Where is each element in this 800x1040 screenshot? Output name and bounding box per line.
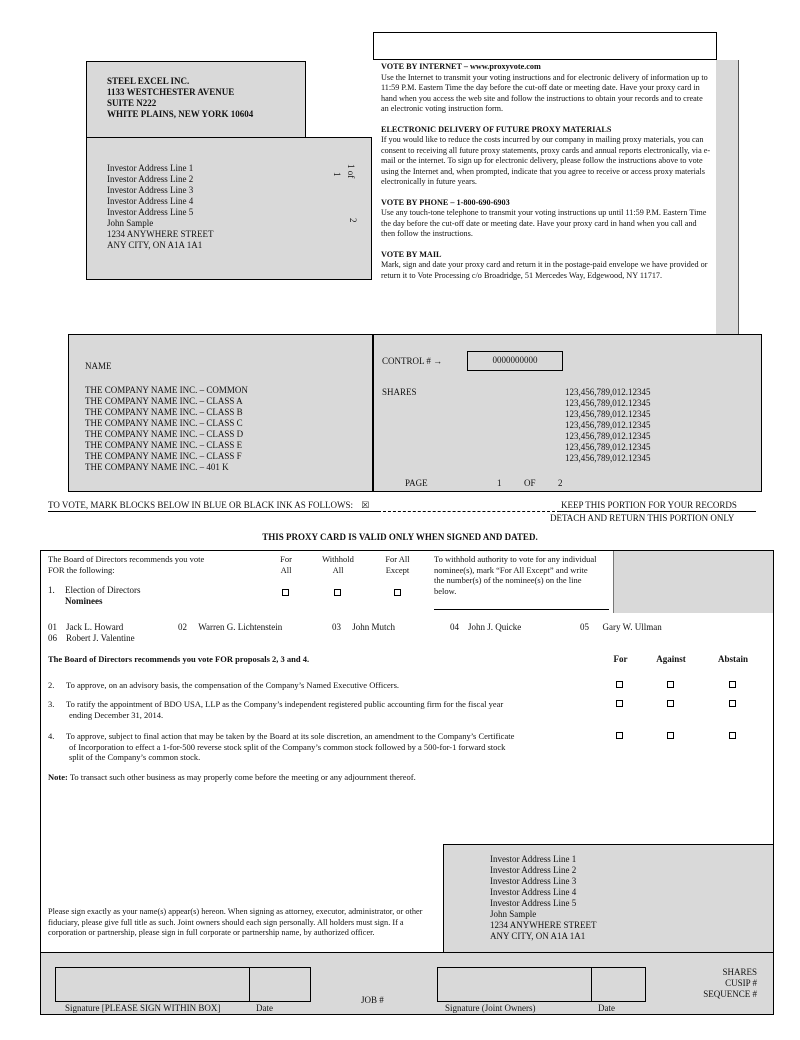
nominee-05 bbox=[580, 622, 662, 633]
share-value: 123,456,789,012.12345 bbox=[565, 398, 651, 408]
proposal-3-number: 3. bbox=[48, 699, 55, 709]
name-label: NAME bbox=[85, 361, 112, 371]
note-text: To transact such other business as may properly come before the meeting or any adjournment thereof. bbox=[69, 772, 416, 782]
col-for-all-except bbox=[375, 554, 420, 576]
list-item: THE COMPANY NAME INC. – CLASS B bbox=[85, 407, 243, 417]
joint-signature-box[interactable] bbox=[437, 967, 592, 1002]
nominee-name: Gary W. Ullman bbox=[602, 622, 662, 632]
for-all-except-checkbox[interactable] bbox=[394, 589, 401, 596]
page-of: OF bbox=[524, 478, 536, 488]
investor-address-bottom-box bbox=[443, 844, 773, 952]
proposal-2-abstain-checkbox[interactable] bbox=[729, 681, 736, 688]
holdings-box bbox=[68, 334, 762, 492]
recommend-line-2: FOR the following: bbox=[48, 565, 115, 575]
nominee-04 bbox=[450, 622, 521, 633]
withhold-instructions: To withhold authority to vote for any individual nominee(s), mark “For All Except” and write the number(s) of the nominee(s) on the line below. bbox=[434, 554, 597, 596]
proposals-header: The Board of Directors recommends you vote FOR proposals 2, 3 and 4. bbox=[48, 654, 310, 664]
company-address-box bbox=[86, 61, 306, 138]
nominee-name: Warren G. Lichtenstein bbox=[198, 622, 283, 632]
detach-label: DETACH AND RETURN THIS PORTION ONLY bbox=[550, 513, 735, 523]
list-item: THE COMPANY NAME INC. – CLASS E bbox=[85, 440, 243, 450]
proposal-4-against-checkbox[interactable] bbox=[667, 732, 674, 739]
col-for-header: For bbox=[613, 654, 628, 664]
signature-strip bbox=[41, 952, 773, 1014]
shares-ref-label: SHARES bbox=[722, 967, 757, 977]
company-address-2: SUITE N222 bbox=[107, 98, 157, 108]
nominee-num: 04 bbox=[450, 622, 459, 632]
joint-signature-label: Signature (Joint Owners) bbox=[445, 1003, 536, 1013]
joint-date-label: Date bbox=[598, 1003, 615, 1013]
proposal-line: To approve, on an advisory basis, the compensation of the Company’s Named Executive Officers. bbox=[66, 680, 400, 690]
proposal-3-for-checkbox[interactable] bbox=[616, 700, 623, 707]
recommend-line-1: The Board of Directors recommends you vote bbox=[48, 554, 205, 564]
investor-line-3: Investor Address Line 3 bbox=[107, 185, 194, 195]
nominee-name: Robert J. Valentine bbox=[66, 633, 135, 643]
nominee-num: 06 bbox=[48, 633, 57, 643]
cusip-label: CUSIP # bbox=[725, 978, 757, 988]
list-item: THE COMPANY NAME INC. – CLASS A bbox=[85, 396, 243, 406]
page-label: PAGE bbox=[405, 478, 428, 488]
shares-list bbox=[565, 387, 651, 464]
col-withhold-all bbox=[314, 554, 362, 576]
note bbox=[48, 772, 416, 783]
detach-line bbox=[378, 511, 560, 512]
sequence-label: SEQUENCE # bbox=[703, 989, 757, 999]
investor-line-2: Investor Address Line 2 bbox=[490, 865, 577, 875]
withhold-underline bbox=[434, 609, 609, 610]
investor-line-4: Investor Address Line 4 bbox=[107, 196, 194, 206]
withhold-all-checkbox[interactable] bbox=[334, 589, 341, 596]
control-label: CONTROL # → bbox=[382, 356, 443, 366]
barcode-box bbox=[373, 32, 717, 60]
shares-label: SHARES bbox=[382, 387, 417, 397]
edelivery-text: If you would like to reduce the costs incurred by our company in mailing proxy materials, you can consent to receiving all future proxy statements, proxy cards and annual reports electronically, via e-mail or the internet. To sign up for electronic delivery, please follow the instructions above to vote using the Internet and, when prompted, indicate that you agree to receive or access proxy materials electronically in future years. bbox=[381, 135, 711, 186]
col-fae-1: For All bbox=[385, 554, 410, 564]
nominee-num: 02 bbox=[178, 622, 187, 632]
nominee-name: Jack L. Howard bbox=[66, 622, 124, 632]
list-item: THE COMPANY NAME INC. – CLASS D bbox=[85, 429, 244, 439]
control-number: 0000000000 bbox=[467, 351, 563, 371]
proposal-line: To ratify the appointment of BDO USA, LLP as the Company’s independent registered public accounting firm for the fiscal year bbox=[66, 699, 504, 709]
sign-instructions: Please sign exactly as your name(s) appear(s) hereon. When signing as attorney, executor, administrator, or other fiduciary, please give full title as such. Joint owners should each sign personally. All holders must sign. If a corporation or partnership, please sign in full corporate or partnership name, by authorized officer. bbox=[48, 907, 423, 937]
nominee-01 bbox=[48, 622, 123, 633]
voting-instructions bbox=[381, 62, 711, 281]
mail-title: VOTE BY MAIL bbox=[381, 249, 442, 259]
investor-address-top-box bbox=[86, 137, 306, 280]
company-name: STEEL EXCEL INC. bbox=[107, 76, 190, 86]
investor-line-5: Investor Address Line 5 bbox=[490, 898, 577, 908]
share-value: 123,456,789,012.12345 bbox=[565, 442, 651, 452]
nominee-02 bbox=[178, 622, 282, 633]
page-number: 1 bbox=[497, 478, 502, 488]
proposal-4-text bbox=[66, 731, 514, 763]
nominee-num: 01 bbox=[48, 622, 57, 632]
investor-city: ANY CITY, ON A1A 1A1 bbox=[107, 240, 203, 250]
internet-text: Use the Internet to transmit your voting instructions and for electronic delivery of information up to 11:59 P.M. Eastern Time the day before the cut-off date or meeting date. Have your proxy card in hand when you access the web site and follow the instructions to obtain your records and to create an electronic voting instruction form. bbox=[381, 72, 708, 113]
col-for-all-2: All bbox=[280, 565, 292, 575]
investor-line-2: Investor Address Line 2 bbox=[107, 174, 194, 184]
signature-date-label: Date bbox=[256, 1003, 273, 1013]
proposal-4-number: 4. bbox=[48, 731, 55, 741]
list-item: THE COMPANY NAME INC. – CLASS F bbox=[85, 451, 242, 461]
phone-title: VOTE BY PHONE – 1-800-690-6903 bbox=[381, 197, 510, 207]
investor-name: John Sample bbox=[490, 909, 537, 919]
instruction-underline bbox=[48, 511, 378, 512]
proposal-2-text bbox=[66, 680, 399, 691]
nominee-num: 03 bbox=[332, 622, 341, 632]
col-against-header: Against bbox=[656, 654, 686, 664]
investor-name: John Sample bbox=[107, 218, 154, 228]
phone-text: Use any touch-tone telephone to transmit your voting instructions up until 11:59 P.M. Eastern Time the day before the cut-off date or meeting date. Have your proxy card in hand when you call and then follow the instructions. bbox=[381, 208, 707, 238]
ballot-box bbox=[40, 550, 774, 1015]
note-label: Note: bbox=[48, 772, 68, 782]
election-label: Election of Directors bbox=[65, 585, 141, 595]
company-address-1: 1133 WESTCHESTER AVENUE bbox=[107, 87, 235, 97]
recommend-text bbox=[48, 554, 204, 576]
page-of-label: 1 of bbox=[346, 164, 356, 179]
holdings-divider bbox=[372, 335, 374, 491]
col-abstain-header: Abstain bbox=[717, 654, 748, 664]
proposal-3-against-checkbox[interactable] bbox=[667, 700, 674, 707]
share-value: 123,456,789,012.12345 bbox=[565, 420, 651, 430]
proposal-2-against-checkbox[interactable] bbox=[667, 681, 674, 688]
proposal-2-for-checkbox[interactable] bbox=[616, 681, 623, 688]
company-address-3: WHITE PLAINS, NEW YORK 10604 bbox=[107, 109, 254, 119]
share-value: 123,456,789,012.12345 bbox=[565, 453, 651, 463]
investor-line-4: Investor Address Line 4 bbox=[490, 887, 577, 897]
internet-title: VOTE BY INTERNET – www.proxyvote.com bbox=[381, 62, 541, 71]
nominee-03 bbox=[332, 622, 395, 633]
investor-line-1: Investor Address Line 1 bbox=[490, 854, 577, 864]
nominee-num: 05 bbox=[580, 622, 589, 632]
right-gray-strip bbox=[716, 60, 739, 335]
joint-date-box[interactable] bbox=[591, 967, 646, 1002]
list-item: THE COMPANY NAME INC. – 401 K bbox=[85, 462, 229, 472]
investor-street: 1234 ANYWHERE STREET bbox=[107, 229, 214, 239]
nominee-name: John J. Quicke bbox=[468, 622, 522, 632]
item1-label bbox=[65, 585, 140, 607]
signature-date-box[interactable] bbox=[249, 967, 311, 1002]
reference-labels bbox=[703, 967, 757, 1000]
col-for-all bbox=[266, 554, 306, 576]
proposal-4-abstain-checkbox[interactable] bbox=[729, 732, 736, 739]
share-value: 123,456,789,012.12345 bbox=[565, 387, 651, 397]
page-total-holdings: 2 bbox=[558, 478, 563, 488]
company-list bbox=[85, 385, 248, 473]
col-withhold-2: All bbox=[332, 565, 344, 575]
proposal-2-number: 2. bbox=[48, 680, 55, 690]
page-count-box bbox=[305, 137, 372, 280]
signature-box[interactable] bbox=[55, 967, 250, 1002]
investor-line-5: Investor Address Line 5 bbox=[107, 207, 194, 217]
keep-portion-label: KEEP THIS PORTION FOR YOUR RECORDS bbox=[561, 500, 737, 510]
nominee-06 bbox=[48, 633, 135, 644]
edelivery-title: ELECTRONIC DELIVERY OF FUTURE PROXY MATERIALS bbox=[381, 124, 612, 134]
share-value: 123,456,789,012.12345 bbox=[565, 409, 651, 419]
nominee-name: John Mutch bbox=[352, 622, 395, 632]
col-fae-2: Except bbox=[385, 565, 410, 575]
proposal-line: split of the Company’s common stock. bbox=[69, 752, 201, 762]
proposal-line: To approve, subject to final action that may be taken by the Board at its sole discretion, an amendment to the Company’s Certificate bbox=[66, 731, 515, 741]
investor-line-1: Investor Address Line 1 bbox=[107, 163, 194, 173]
for-all-checkbox[interactable] bbox=[282, 589, 289, 596]
mark-example-icon: ☒ bbox=[361, 500, 370, 510]
investor-city: ANY CITY, ON A1A 1A1 bbox=[490, 931, 586, 941]
mail-text: Mark, sign and date your proxy card and return it in the postage-paid envelope we have provided or return it to Vote Processing c/o Broadridge, 51 Mercedes Way, Edgewood, NY 11717. bbox=[381, 260, 708, 280]
mark-instruction-text: TO VOTE, MARK BLOCKS BELOW IN BLUE OR BLACK INK AS FOLLOWS: bbox=[48, 500, 354, 510]
col-withhold-1: Withhold bbox=[322, 554, 354, 564]
proposal-line: of Incorporation to effect a 1-for-500 reverse stock split of the Company’s common stock followed by a 500-for-1 forward stock bbox=[69, 741, 506, 752]
proposal-3-text bbox=[66, 699, 503, 720]
valid-notice: THIS PROXY CARD IS VALID ONLY WHEN SIGNED AND DATED. bbox=[262, 532, 538, 542]
page-total: 2 bbox=[348, 218, 358, 223]
ballot-gray-corner bbox=[613, 551, 773, 613]
col-for-all-1: For bbox=[280, 554, 292, 564]
page-current: 1 bbox=[332, 172, 342, 177]
mark-instruction bbox=[48, 500, 369, 511]
proposal-3-abstain-checkbox[interactable] bbox=[729, 700, 736, 707]
signature-label: Signature [PLEASE SIGN WITHIN BOX] bbox=[65, 1003, 221, 1013]
list-item: THE COMPANY NAME INC. – COMMON bbox=[85, 385, 248, 395]
job-number-label: JOB # bbox=[361, 995, 384, 1005]
list-item: THE COMPANY NAME INC. – CLASS C bbox=[85, 418, 243, 428]
item1-number: 1. bbox=[48, 585, 55, 595]
investor-street: 1234 ANYWHERE STREET bbox=[490, 920, 597, 930]
nominees-label: Nominees bbox=[65, 596, 103, 606]
investor-line-3: Investor Address Line 3 bbox=[490, 876, 577, 886]
keep-underline bbox=[560, 511, 756, 512]
proposal-4-for-checkbox[interactable] bbox=[616, 732, 623, 739]
proposal-line: ending December 31, 2014. bbox=[69, 709, 164, 720]
share-value: 123,456,789,012.12345 bbox=[565, 431, 651, 441]
